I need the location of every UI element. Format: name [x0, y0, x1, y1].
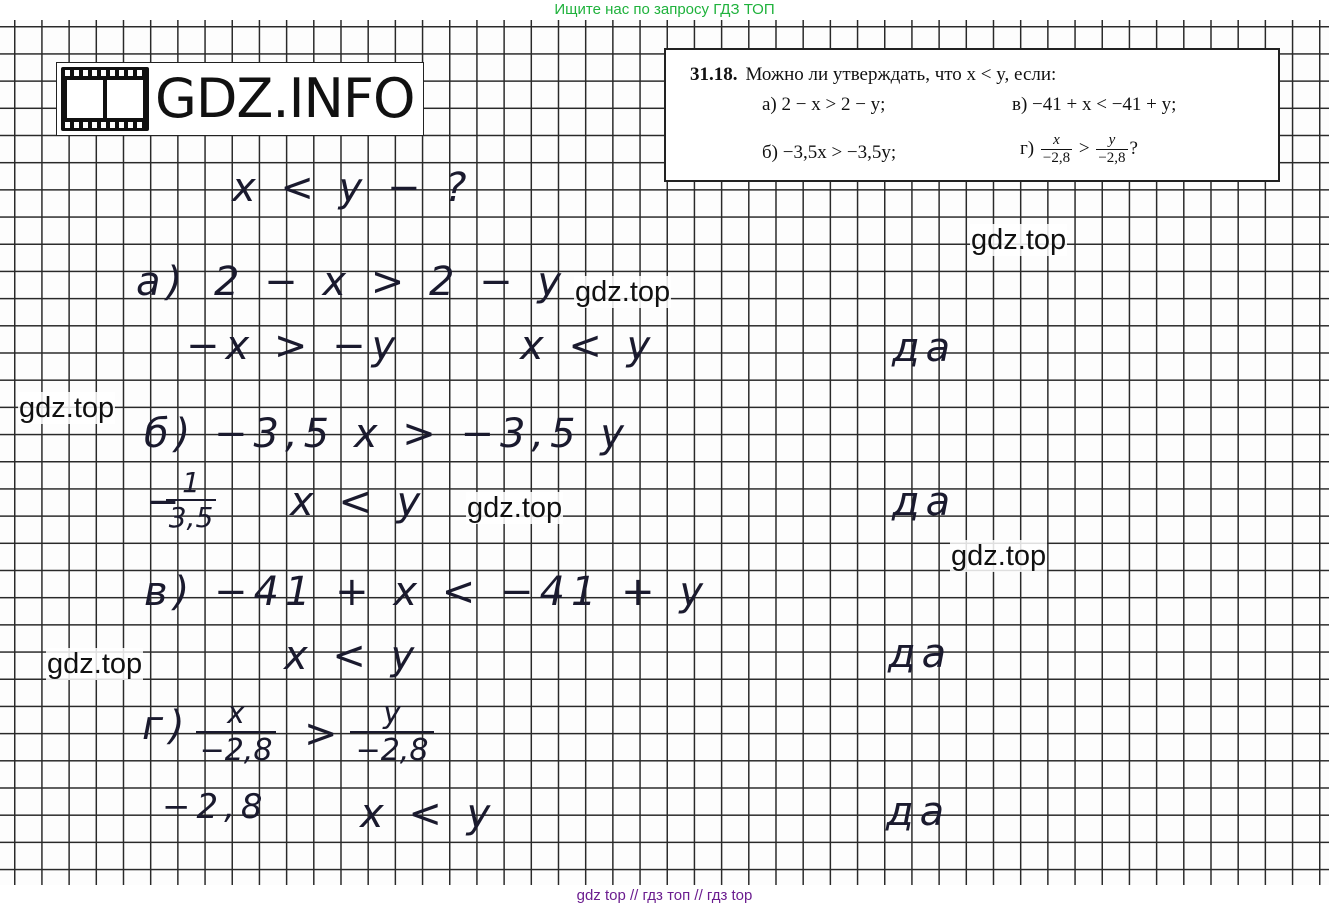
solution-v-result: x < y [284, 633, 421, 679]
problem-question: Можно ли утверждать, что x < y, если: [745, 64, 1057, 85]
solution-b-result: x < y [290, 479, 427, 525]
top-banner[interactable]: Ищите нас по запросу ГДЗ ТОП [0, 0, 1329, 20]
problem-header [690, 64, 1056, 86]
solution-b-label: б) [144, 411, 197, 457]
solution-b-answer: да [892, 479, 957, 525]
logo-text: GDZ.INFO [155, 67, 415, 130]
option-g-den2: −2,8 [1098, 150, 1126, 166]
solution-g-num2: y [350, 696, 434, 733]
watermark[interactable]: gdz.top [19, 392, 115, 424]
solution-b-fraction-den: 3,5 [168, 501, 214, 534]
solution-g-label: г) [142, 703, 191, 749]
problem-statement [664, 48, 1280, 182]
solution-b-fraction-num: 1 [166, 466, 216, 501]
solution-a-label: а) [136, 259, 189, 305]
watermark[interactable]: gdz.top [971, 224, 1067, 256]
solution-line-0: x < y − ? [232, 165, 473, 211]
solution-g-answer: да [886, 789, 951, 835]
option-g [1020, 132, 1138, 167]
solution-b-equation: −3,5 x > −3,5 y [214, 411, 630, 457]
solution-g-relation: > [304, 711, 344, 757]
option-g-suffix: ? [1129, 137, 1138, 159]
solution-g-result: x < y [360, 791, 497, 837]
solution-a-result: x < y [520, 323, 657, 369]
option-g-fraction-2 [1096, 132, 1127, 167]
solution-g-multiplier: −2,8 [162, 787, 269, 827]
solution-g-fraction-2 [350, 696, 434, 768]
watermark[interactable]: gdz.top [467, 492, 563, 524]
footer-links[interactable]: gdz top // гдз топ // гдз top [0, 885, 1329, 907]
solution-b-fraction [166, 466, 216, 534]
option-g-den1: −2,8 [1042, 150, 1071, 166]
solution-a-step: −x > −y [186, 323, 402, 369]
solution-v-equation: −41 + x < −41 + y [214, 569, 710, 615]
option-g-num2: y [1096, 132, 1127, 150]
option-g-fraction-1 [1041, 132, 1072, 167]
site-logo[interactable] [56, 62, 424, 136]
option-g-prefix: г) [1020, 137, 1035, 159]
solution-g-fraction-1 [196, 696, 276, 768]
solution-g-num1: x [196, 696, 276, 733]
watermark[interactable]: gdz.top [951, 540, 1047, 572]
solution-g-den2: −2,8 [355, 733, 429, 768]
watermark[interactable]: gdz.top [47, 648, 143, 680]
option-g-relation: > [1078, 137, 1090, 159]
solution-b-fraction-minus: − [146, 479, 186, 525]
film-strip-icon [61, 67, 149, 131]
solution-v-label: в) [144, 569, 196, 615]
watermark[interactable]: gdz.top [575, 276, 671, 308]
solution-a-answer: да [892, 325, 957, 371]
option-v: в) −41 + x < −41 + y; [1012, 94, 1177, 115]
solution-a-equation: 2 − x > 2 − y [214, 259, 568, 305]
problem-number: 31.18. [690, 64, 738, 85]
option-b: б) −3,5x > −3,5y; [762, 142, 897, 163]
solution-g-den1: −2,8 [199, 733, 273, 768]
option-a: а) 2 − x > 2 − y; [762, 94, 886, 115]
solution-v-answer: да [888, 631, 953, 677]
option-g-num1: x [1041, 132, 1072, 150]
